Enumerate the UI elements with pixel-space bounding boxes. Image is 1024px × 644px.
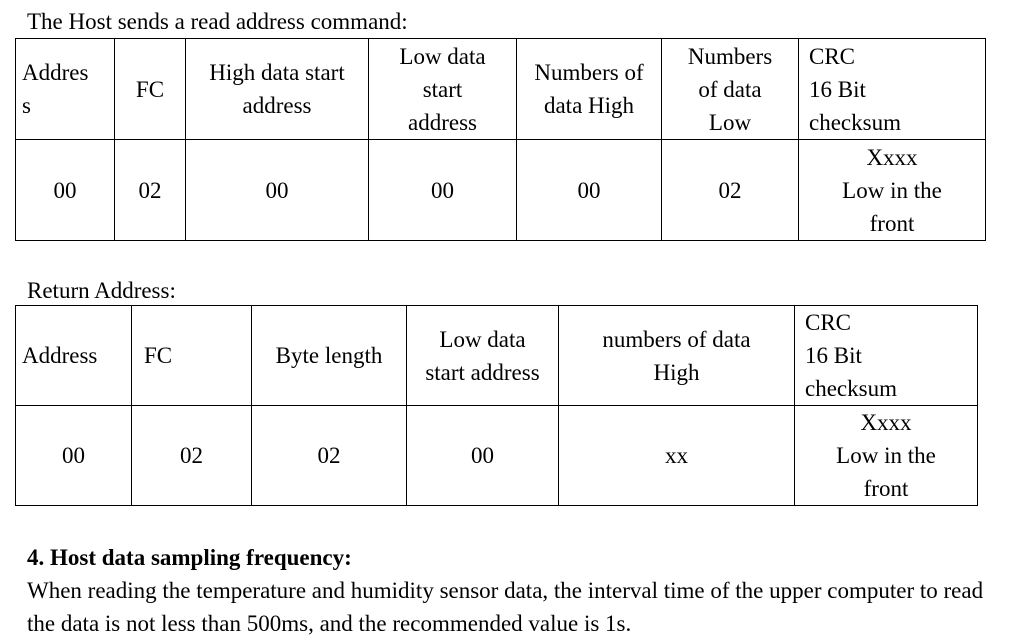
value-cell: 02 <box>662 140 799 241</box>
request-command-table <box>15 38 986 241</box>
value-cell: xx <box>559 406 795 506</box>
return-address-table <box>15 305 978 506</box>
header-cell: Byte length <box>252 306 407 406</box>
value-cell: 00 <box>407 406 559 506</box>
header-cell: FC <box>132 306 252 406</box>
header-cell: Numbers of data Low <box>662 39 799 140</box>
header-cell: CRC 16 Bit checksum <box>795 306 978 406</box>
header-cell: Numbers of data High <box>517 39 662 140</box>
table-header-row <box>16 39 986 140</box>
response-caption: Return Address: <box>27 278 176 303</box>
header-cell: High data start address <box>186 39 369 140</box>
value-cell: 02 <box>115 140 186 241</box>
value-cell: 02 <box>252 406 407 506</box>
section-heading: 4. Host data sampling frequency: <box>27 545 352 570</box>
value-cell: 00 <box>517 140 662 241</box>
request-caption: The Host sends a read address command: <box>27 9 408 34</box>
value-cell: 02 <box>132 406 252 506</box>
header-cell: FC <box>115 39 186 140</box>
value-cell: 00 <box>369 140 517 241</box>
table-row <box>16 406 978 506</box>
value-cell: 00 <box>16 406 132 506</box>
value-cell: 00 <box>16 140 115 241</box>
sampling-frequency-section <box>27 541 1007 640</box>
table-row <box>16 140 986 241</box>
header-cell: Low data start address <box>407 306 559 406</box>
header-cell: numbers of data High <box>559 306 795 406</box>
section-body: When reading the temperature and humidity sensor data, the interval time of the upper computer to read the data is not less than 500ms, and the recommended value is 1s. <box>27 578 984 636</box>
header-cell: Low data start address <box>369 39 517 140</box>
header-cell: Address <box>16 306 132 406</box>
header-cell: Addres s <box>16 39 115 140</box>
value-cell: Xxxx Low in the front <box>795 406 978 506</box>
value-cell: Xxxx Low in the front <box>799 140 986 241</box>
table-header-row <box>16 306 978 406</box>
header-cell: CRC 16 Bit checksum <box>799 39 986 140</box>
value-cell: 00 <box>186 140 369 241</box>
